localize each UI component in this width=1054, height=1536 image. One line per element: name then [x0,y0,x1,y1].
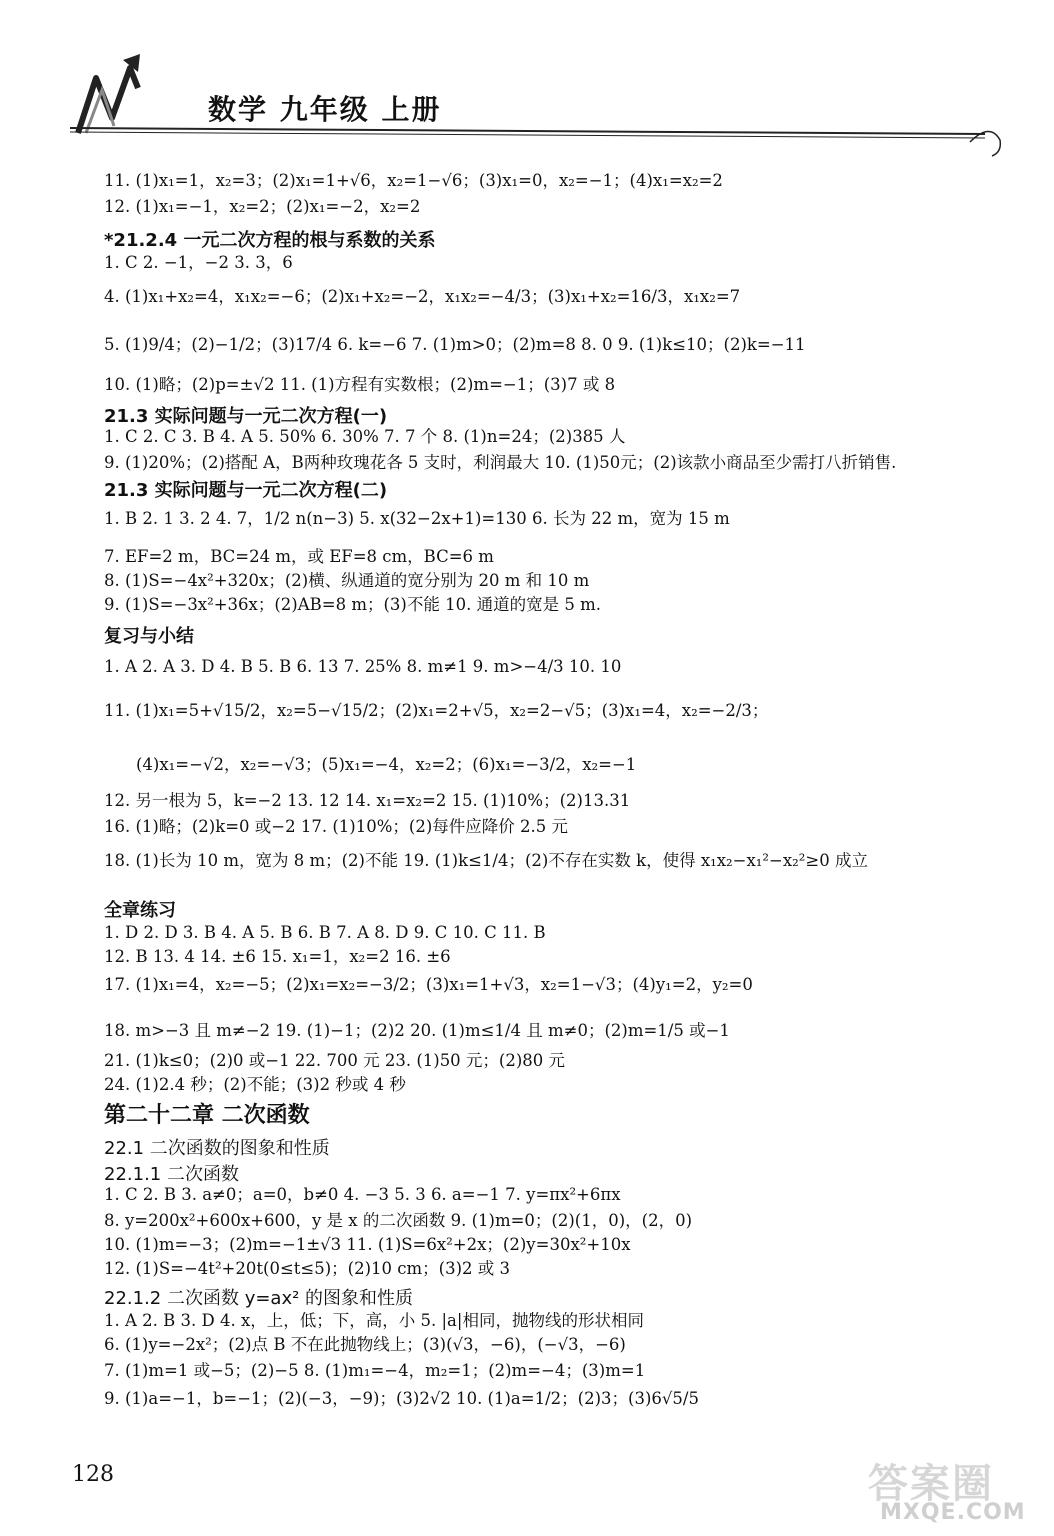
chapter-heading: 第二十二章 二次函数 [104,1103,310,1128]
answer-line: 7. (1)m=1 或−5；(2)−5 8. (1)m₁=−4，m₂=1；(2)m=−4；(3)m=1 [104,1361,646,1380]
page-number: 128 [72,1462,114,1487]
section-heading: 复习与小结 [104,626,194,647]
answer-line: 10. (1)m=−3；(2)m=−1±√3 11. (1)S=6x²+2x；(2)y=30x²+10x [104,1235,631,1254]
section-heading: *21.2.4 一元二次方程的根与系数的关系 [104,230,436,251]
answer-line: 1. A 2. B 3. D 4. x，上，低；下，高，小 5. |a|相同，抛物线的形状相同 [104,1311,644,1330]
subsection-heading: 22.1 二次函数的图象和性质 [104,1138,330,1159]
watermark-url: MXQE.COM [880,1500,1026,1525]
answer-line: (4)x₁=−√2，x₂=−√3；(5)x₁=−4，x₂=2；(6)x₁=−3/2，x₂=−1 [136,755,637,774]
answer-line: 18. m>−3 且 m≠−2 19. (1)−1；(2)2 20. (1)m≤1/4 且 m≠0；(2)m=1/5 或−1 [104,1021,730,1040]
answer-line: 16. (1)略；(2)k=0 或−2 17. (1)10%；(2)每件应降价 2.5 元 [104,817,568,836]
answer-line: 9. (1)a=−1，b=−1；(2)(−3，−9)；(3)2√2 10. (1)a=1/2；(2)3；(3)6√5/5 [104,1389,699,1408]
answer-line: 12. (1)S=−4t²+20t(0≤t≤5)；(2)10 cm；(3)2 或 3 [104,1259,511,1278]
answer-line: 1. B 2. 1 3. 2 4. 7，1/2 n(n−3) 5. x(32−2x+1)=130 6. 长为 22 m，宽为 15 m [104,509,730,528]
answer-line: 8. (1)S=−4x²+320x；(2)横、纵通道的宽分别为 20 m 和 10 m [104,571,590,590]
answer-line: 4. (1)x₁+x₂=4，x₁x₂=−6；(2)x₁+x₂=−2，x₁x₂=−4/3；(3)x₁+x₂=16/3，x₁x₂=7 [104,287,741,306]
answer-line: 17. (1)x₁=4，x₂=−5；(2)x₁=x₂=−3/2；(3)x₁=1+√3，x₂=1−√3；(4)y₁=2，y₂=0 [104,975,753,994]
answer-line: 18. (1)长为 10 m，宽为 8 m；(2)不能 19. (1)k≤1/4；(2)不存在实数 k，使得 x₁x₂−x₁²−x₂²≥0 成立 [104,851,868,870]
answer-line: 1. C 2. B 3. a≠0；a=0，b≠0 4. −3 5. 3 6. a=−1 7. y=πx²+6πx [104,1185,621,1204]
answer-line: 12. (1)x₁=−1，x₂=2；(2)x₁=−2，x₂=2 [104,197,421,216]
page-header-title: 数学 九年级 上册 [208,93,442,126]
section-heading: 全章练习 [104,900,176,921]
answer-line: 11. (1)x₁=1，x₂=3；(2)x₁=1+√6，x₂=1−√6；(3)x₁=0，x₂=−1；(4)x₁=x₂=2 [104,171,723,190]
section-heading: 21.3 实际问题与一元二次方程(二) [104,480,388,501]
answer-line: 7. EF=2 m，BC=24 m，或 EF=8 cm，BC=6 m [104,547,494,566]
section-heading: 21.3 实际问题与一元二次方程(一) [104,406,388,427]
answer-line: 12. 另一根为 5，k=−2 13. 12 14. x₁=x₂=2 15. (1)10%；(2)13.31 [104,791,631,810]
answer-line: 24. (1)2.4 秒；(2)不能；(3)2 秒或 4 秒 [104,1075,406,1094]
answer-line: 1. C 2. C 3. B 4. A 5. 50% 6. 30% 7. 7 个 8. (1)n=24；(2)385 人 [104,427,626,446]
answer-line: 12. B 13. 4 14. ±6 15. x₁=1，x₂=2 16. ±6 [104,947,451,966]
answer-line: 10. (1)略；(2)p=±√2 11. (1)方程有实数根；(2)m=−1；(3)7 或 8 [104,375,616,394]
answer-line: 5. (1)9/4；(2)−1/2；(3)17/4 6. k=−6 7. (1)m>0；(2)m=8 8. 0 9. (1)k≤10；(2)k=−11 [104,335,806,354]
subsection-heading: 22.1.2 二次函数 y=ax² 的图象和性质 [104,1288,414,1309]
answer-line: 1. D 2. D 3. B 4. A 5. B 6. B 7. A 8. D 9. C 10. C 11. B [104,923,546,942]
watermark-logo: 答案圈 [868,1461,994,1507]
answer-line: 8. y=200x²+600x+600，y 是 x 的二次函数 9. (1)m=0；(2)(1，0)，(2，0) [104,1211,693,1230]
answer-line: 9. (1)20%；(2)搭配 A，B两种玫瑰花各 5 支时，利润最大 10. (1)50元；(2)该款小商品至少需打八折销售. [104,453,897,472]
answer-line: 1. C 2. −1，−2 3. 3，6 [104,253,293,272]
answer-line: 11. (1)x₁=5+√15/2，x₂=5−√15/2；(2)x₁=2+√5，x₂=2−√5；(3)x₁=4，x₂=−2/3； [104,701,769,720]
answer-line: 9. (1)S=−3x²+36x；(2)AB=8 m；(3)不能 10. 通道的宽是 5 m. [104,595,601,614]
answer-line: 1. A 2. A 3. D 4. B 5. B 6. 13 7. 25% 8. m≠1 9. m>−4/3 10. 10 [104,657,622,676]
header-divider [70,122,1015,166]
answer-line: 6. (1)y=−2x²；(2)点 B 不在此抛物线上；(3)(√3，−6)，(−√3，−6) [104,1335,626,1354]
answer-line: 21. (1)k≤0；(2)0 或−1 22. 700 元 23. (1)50 元；(2)80 元 [104,1051,566,1070]
subsection-heading: 22.1.1 二次函数 [104,1164,239,1185]
